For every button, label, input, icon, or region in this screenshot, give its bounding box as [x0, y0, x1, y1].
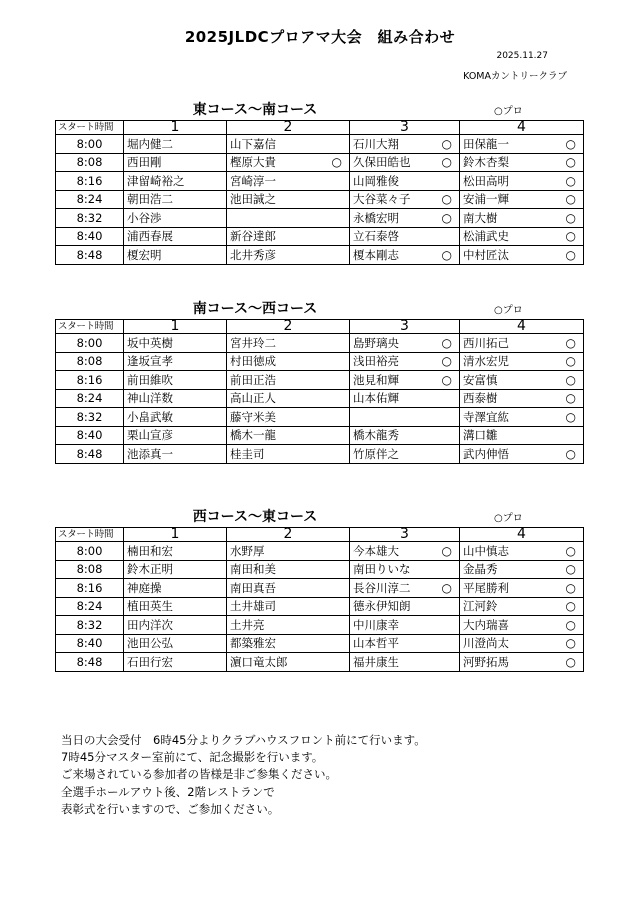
- player-name: 西川拓己: [463, 335, 509, 350]
- player-cell: [124, 190, 227, 209]
- player-name: 坂中英樹: [127, 335, 173, 350]
- player-name: 鈴木杏梨: [463, 155, 509, 170]
- table-row: [56, 616, 584, 635]
- pro-marker-icon: ○: [565, 543, 576, 558]
- table-row: [56, 579, 584, 598]
- player-cell: [124, 389, 227, 408]
- player-cell: [460, 334, 584, 353]
- player-cell: [460, 153, 584, 172]
- table-row: [56, 389, 584, 408]
- player-name: 都築雅宏: [230, 636, 276, 651]
- pro-marker-icon: ○: [441, 155, 452, 170]
- table-row: [56, 334, 584, 353]
- player-name: 德永伊知朗: [353, 599, 411, 614]
- player-name: 池田公弘: [127, 636, 173, 651]
- start-time-cell: 8:32: [56, 616, 124, 635]
- course-title: 東コース～南コース: [192, 102, 318, 118]
- pro-marker-icon: ○: [331, 155, 342, 170]
- player-cell: [350, 371, 460, 390]
- table-row: [56, 153, 584, 172]
- player-name: 西田剛: [127, 155, 162, 170]
- course-title: 南コース～西コース: [192, 301, 318, 317]
- table-row: [56, 371, 584, 390]
- start-time-cell: 8:08: [56, 153, 124, 172]
- pro-marker-icon: ○: [441, 335, 452, 350]
- player-name: 池見和輝: [353, 372, 399, 387]
- table-row: [56, 542, 584, 561]
- pro-marker-icon: ○: [565, 409, 576, 424]
- note-line: 7時45分マスター室前にて、記念撮影を行います。: [61, 750, 324, 765]
- player-name: 平尾勝利: [463, 580, 509, 595]
- player-name: 久保田皓也: [353, 155, 411, 170]
- group-column-header: 3: [350, 320, 460, 334]
- player-name: 田保龍一: [463, 136, 509, 151]
- pro-marker-icon: ○: [565, 335, 576, 350]
- player-cell: [350, 209, 460, 228]
- start-time-cell: 8:00: [56, 542, 124, 561]
- table-row: [56, 172, 584, 191]
- venue-name: KOMAカントリークラブ: [463, 71, 567, 82]
- start-time-cell: 8:08: [56, 560, 124, 579]
- table-header-row: [56, 121, 584, 135]
- player-name: 山本哲平: [353, 636, 399, 651]
- player-cell: [227, 371, 350, 390]
- player-cell: [460, 190, 584, 209]
- player-cell: [460, 579, 584, 598]
- player-cell: [124, 426, 227, 445]
- pro-marker-icon: ○: [565, 372, 576, 387]
- player-name: 山岡雅俊: [353, 173, 399, 188]
- player-cell: [124, 135, 227, 154]
- pro-marker-icon: ○: [565, 654, 576, 669]
- player-cell: [124, 352, 227, 371]
- player-cell: [124, 560, 227, 579]
- table-row: [56, 560, 584, 579]
- player-cell: [350, 334, 460, 353]
- player-name: 寺澤宜紘: [463, 409, 509, 424]
- player-name: 堀内健二: [127, 136, 173, 151]
- player-cell: [124, 634, 227, 653]
- event-date: 2025.11.27: [496, 51, 548, 61]
- pro-marker-icon: ○: [441, 247, 452, 262]
- player-cell: [227, 389, 350, 408]
- pro-marker-icon: ○: [441, 136, 452, 151]
- player-name: 宮崎淳一: [230, 173, 276, 188]
- player-cell: [350, 153, 460, 172]
- player-cell: [460, 616, 584, 635]
- player-cell: [124, 597, 227, 616]
- player-name: 前田正浩: [230, 372, 276, 387]
- player-cell: [460, 560, 584, 579]
- event-notes: [61, 732, 426, 818]
- player-name: 逢坂宣孝: [127, 354, 173, 369]
- player-cell: [460, 542, 584, 561]
- table-row: [56, 352, 584, 371]
- player-cell: [350, 246, 460, 265]
- player-name: 橋木一龍: [230, 428, 276, 443]
- player-cell: [227, 653, 350, 672]
- player-name: 植田英生: [127, 599, 173, 614]
- player-name: 楠田和宏: [127, 543, 173, 558]
- group-column-header: 1: [124, 121, 227, 135]
- player-name: 土井雄司: [230, 599, 276, 614]
- player-name: 南大樹: [463, 210, 498, 225]
- group-column-header: 1: [124, 528, 227, 542]
- player-name: 山本佑輝: [353, 391, 399, 406]
- table-row: [56, 246, 584, 265]
- start-time-cell: 8:40: [56, 426, 124, 445]
- player-cell: [460, 352, 584, 371]
- player-name: 桂圭司: [230, 446, 265, 461]
- player-name: 土井亮: [230, 617, 265, 632]
- player-cell: [227, 334, 350, 353]
- player-cell: [227, 634, 350, 653]
- player-name: 武内伸悟: [463, 446, 509, 461]
- player-cell: [124, 445, 227, 464]
- player-name: 山中慎志: [463, 543, 509, 558]
- player-cell: [460, 408, 584, 427]
- start-time-cell: 8:48: [56, 246, 124, 265]
- table-row: [56, 445, 584, 464]
- note-line: ご来場されている参加者の皆様是非ご参集ください。: [61, 767, 337, 782]
- player-name: 清水宏児: [463, 354, 509, 369]
- player-name: 池田誠之: [230, 192, 276, 207]
- player-cell: [124, 579, 227, 598]
- pro-marker-icon: ○: [441, 580, 452, 595]
- pro-marker-icon: ○: [565, 599, 576, 614]
- player-cell: [227, 597, 350, 616]
- player-cell: [227, 135, 350, 154]
- start-time-cell: 8:32: [56, 209, 124, 228]
- table-row: [56, 634, 584, 653]
- player-cell: [460, 227, 584, 246]
- pro-marker-icon: ○: [565, 617, 576, 632]
- player-name: 南田りいな: [353, 562, 411, 577]
- pro-marker-icon: ○: [565, 192, 576, 207]
- player-name: 栗山宣彦: [127, 428, 173, 443]
- player-cell: [124, 334, 227, 353]
- group-column-header: 3: [350, 121, 460, 135]
- player-name: 川澄尚太: [463, 636, 509, 651]
- start-time-cell: 8:00: [56, 334, 124, 353]
- player-cell: [124, 227, 227, 246]
- player-cell: [350, 597, 460, 616]
- player-cell: [460, 172, 584, 191]
- pro-marker-icon: ○: [441, 354, 452, 369]
- table-row: [56, 408, 584, 427]
- note-line: 全選手ホールアウト後、2階レストランで: [61, 784, 275, 799]
- player-name: 浅田裕亮: [353, 354, 399, 369]
- note-line: 表彰式を行いますので、ご参加ください。: [61, 801, 280, 816]
- player-cell: [227, 246, 350, 265]
- player-name: 田内洋次: [127, 617, 173, 632]
- player-cell: [227, 352, 350, 371]
- group-column-header: 2: [227, 528, 350, 542]
- player-cell: [350, 634, 460, 653]
- player-name: 松浦武史: [463, 229, 509, 244]
- table-row: [56, 190, 584, 209]
- course-title: 西コース～東コース: [192, 509, 318, 525]
- player-name: 中川康幸: [353, 617, 399, 632]
- player-cell: [350, 389, 460, 408]
- start-time-cell: 8:24: [56, 389, 124, 408]
- player-cell: [460, 597, 584, 616]
- group-column-header: 4: [460, 528, 584, 542]
- start-time-cell: 8:40: [56, 634, 124, 653]
- player-name: 朝田浩二: [127, 192, 173, 207]
- player-name: 金晶秀: [463, 562, 498, 577]
- player-cell: [350, 542, 460, 561]
- player-name: 西泰樹: [463, 391, 498, 406]
- pro-marker-icon: ○: [565, 636, 576, 651]
- player-name: 山下嘉信: [230, 136, 276, 151]
- pro-marker-icon: ○: [441, 192, 452, 207]
- table-header-row: [56, 528, 584, 542]
- player-cell: [460, 426, 584, 445]
- player-name: 竹原伴之: [353, 446, 399, 461]
- start-time-header: スタート時間: [56, 320, 124, 334]
- table-row: [56, 135, 584, 154]
- player-name: 長谷川淳二: [353, 580, 411, 595]
- table-row: [56, 653, 584, 672]
- player-name: 中村匠汰: [463, 247, 509, 262]
- player-name: 小谷渉: [127, 210, 162, 225]
- pro-legend: ○プロ: [494, 106, 523, 117]
- player-cell: [350, 352, 460, 371]
- pro-marker-icon: ○: [565, 155, 576, 170]
- player-cell: [350, 227, 460, 246]
- pro-marker-icon: ○: [565, 354, 576, 369]
- table-row: [56, 426, 584, 445]
- player-cell: [350, 445, 460, 464]
- player-cell: [227, 445, 350, 464]
- pairing-table: [55, 120, 584, 265]
- player-name: 永橋宏明: [353, 210, 399, 225]
- start-time-cell: 8:48: [56, 653, 124, 672]
- player-name: 藤守米美: [230, 409, 276, 424]
- player-cell: [460, 445, 584, 464]
- player-name: 宮井玲二: [230, 335, 276, 350]
- pro-marker-icon: ○: [565, 210, 576, 225]
- player-cell: [460, 389, 584, 408]
- player-cell: [227, 579, 350, 598]
- group-column-header: 4: [460, 320, 584, 334]
- start-time-cell: 8:48: [56, 445, 124, 464]
- start-time-header: スタート時間: [56, 121, 124, 135]
- player-name: 池添真一: [127, 446, 173, 461]
- player-cell: [227, 426, 350, 445]
- start-time-cell: 8:08: [56, 352, 124, 371]
- table-row: [56, 227, 584, 246]
- pro-marker-icon: ○: [565, 391, 576, 406]
- pro-marker-icon: ○: [565, 580, 576, 595]
- player-name: 溝口雛: [463, 428, 498, 443]
- start-time-cell: 8:16: [56, 371, 124, 390]
- player-cell: [124, 209, 227, 228]
- player-cell: [460, 135, 584, 154]
- player-cell: [350, 172, 460, 191]
- player-cell: [227, 209, 350, 228]
- player-cell: [227, 560, 350, 579]
- player-name: 立石泰啓: [353, 229, 399, 244]
- player-name: 今本雄大: [353, 543, 399, 558]
- start-time-cell: 8:16: [56, 579, 124, 598]
- player-cell: [350, 190, 460, 209]
- pro-marker-icon: ○: [565, 247, 576, 262]
- player-cell: [460, 209, 584, 228]
- start-time-header: スタート時間: [56, 528, 124, 542]
- start-time-cell: 8:24: [56, 597, 124, 616]
- player-cell: [460, 246, 584, 265]
- player-name: 神庭操: [127, 580, 162, 595]
- player-cell: [227, 408, 350, 427]
- player-cell: [350, 579, 460, 598]
- start-time-cell: 8:32: [56, 408, 124, 427]
- player-cell: [124, 542, 227, 561]
- player-cell: [350, 408, 460, 427]
- pro-marker-icon: ○: [441, 543, 452, 558]
- player-cell: [350, 560, 460, 579]
- player-cell: [460, 371, 584, 390]
- player-name: 石田行宏: [127, 654, 173, 669]
- player-cell: [350, 426, 460, 445]
- player-name: 神山洋数: [127, 391, 173, 406]
- player-cell: [227, 190, 350, 209]
- table-row: [56, 597, 584, 616]
- player-name: 津留崎裕之: [127, 173, 185, 188]
- player-name: 前田維吹: [127, 372, 173, 387]
- player-name: 濵口竜太郎: [230, 654, 288, 669]
- player-cell: [124, 408, 227, 427]
- player-name: 新谷達郎: [230, 229, 276, 244]
- player-cell: [227, 153, 350, 172]
- player-cell: [227, 542, 350, 561]
- start-time-cell: 8:00: [56, 135, 124, 154]
- player-cell: [124, 371, 227, 390]
- player-name: 村田徳成: [230, 354, 276, 369]
- player-name: 南田真吾: [230, 580, 276, 595]
- player-name: 浦西春展: [127, 229, 173, 244]
- pro-marker-icon: ○: [441, 372, 452, 387]
- player-name: 大内瑞喜: [463, 617, 509, 632]
- player-name: 樫原大貴: [230, 155, 276, 170]
- pairing-table: [55, 319, 584, 464]
- player-cell: [124, 616, 227, 635]
- player-name: 榎宏明: [127, 247, 162, 262]
- player-name: 高山正人: [230, 391, 276, 406]
- player-name: 水野厚: [230, 543, 265, 558]
- player-name: 島野璃央: [353, 335, 399, 350]
- document-title: 2025JLDCプロアマ大会 組み合わせ: [184, 28, 456, 46]
- player-name: 大谷菜々子: [353, 192, 411, 207]
- group-column-header: 4: [460, 121, 584, 135]
- player-name: 安浦一輝: [463, 192, 509, 207]
- start-time-cell: 8:16: [56, 172, 124, 191]
- pro-marker-icon: ○: [565, 229, 576, 244]
- start-time-cell: 8:24: [56, 190, 124, 209]
- player-cell: [124, 246, 227, 265]
- player-cell: [350, 135, 460, 154]
- player-name: 橋木龍秀: [353, 428, 399, 443]
- pro-marker-icon: ○: [565, 562, 576, 577]
- player-name: 福井康生: [353, 654, 399, 669]
- player-cell: [350, 653, 460, 672]
- group-column-header: 2: [227, 121, 350, 135]
- player-name: 北井秀彦: [230, 247, 276, 262]
- player-name: 南田和美: [230, 562, 276, 577]
- player-name: 榎本剛志: [353, 247, 399, 262]
- player-cell: [227, 172, 350, 191]
- pro-legend: ○プロ: [494, 305, 523, 316]
- player-cell: [460, 634, 584, 653]
- table-row: [56, 209, 584, 228]
- start-time-cell: 8:40: [56, 227, 124, 246]
- note-line: 当日の大会受付 6時45分よりクラブハウスフロント前にて行います。: [61, 733, 426, 747]
- pro-marker-icon: ○: [565, 136, 576, 151]
- player-cell: [124, 172, 227, 191]
- pairing-table: [55, 527, 584, 672]
- group-column-header: 2: [227, 320, 350, 334]
- group-column-header: 3: [350, 528, 460, 542]
- pro-marker-icon: ○: [441, 210, 452, 225]
- player-cell: [227, 227, 350, 246]
- player-cell: [227, 616, 350, 635]
- pro-marker-icon: ○: [565, 173, 576, 188]
- player-cell: [350, 616, 460, 635]
- group-column-header: 1: [124, 320, 227, 334]
- player-name: 鈴木正明: [127, 562, 173, 577]
- player-name: 小畠武敏: [127, 409, 173, 424]
- player-name: 松田高明: [463, 173, 509, 188]
- table-header-row: [56, 320, 584, 334]
- player-name: 石川大翔: [353, 136, 399, 151]
- pro-marker-icon: ○: [565, 446, 576, 461]
- player-name: 安富慎: [463, 372, 498, 387]
- player-cell: [124, 153, 227, 172]
- player-name: 江河鈴: [463, 599, 498, 614]
- pro-legend: ○プロ: [494, 513, 523, 524]
- player-cell: [124, 653, 227, 672]
- player-name: 河野拓馬: [463, 654, 509, 669]
- player-cell: [460, 653, 584, 672]
